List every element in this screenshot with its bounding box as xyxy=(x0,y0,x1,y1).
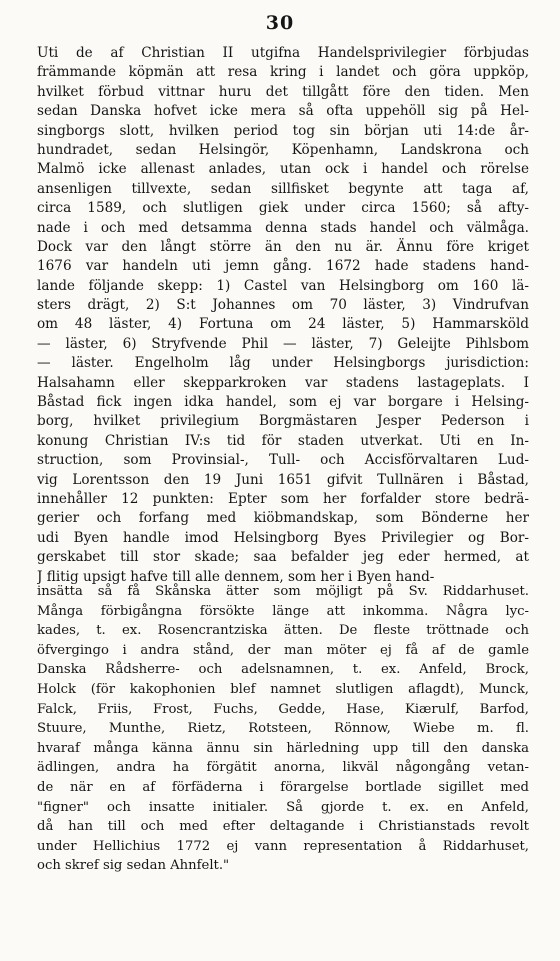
text-line: singborgs slott, hvilken period tog sin början uti 14:de år- xyxy=(37,122,529,139)
footnote-line: kades, t. ex. Rosencrantziska ätten. De fleste tröttnade och xyxy=(37,623,529,639)
text-line: ansenligen tillvexte, sedan sillfisket begynte att taga af, xyxy=(37,180,529,197)
footnote-line: "figner" och insatte initialer. Så gjorde t. ex. en Anfeld, xyxy=(37,799,529,815)
footnote-line: Holck (för kakophonien blef namnet slutligen aflagdt), Munck, xyxy=(37,681,529,697)
text-line: Halsahamn eller skepparkroken var stadens lastageplats. I xyxy=(37,374,529,391)
footnote-line: då han till och med efter deltagande i Christianstads revolt xyxy=(37,819,529,835)
text-line: om 48 läster, 4) Fortuna om 24 läster, 5) Hammarsköld xyxy=(37,316,529,333)
text-line: gerier och forfang med kiöbmandskap, som Bönderne her xyxy=(37,510,529,527)
footnote-line: och skref sig sedan Ahnfelt." xyxy=(37,858,230,874)
text-line: — läster. Engelholm låg under Helsingborgs jurisdiction: xyxy=(37,355,529,372)
text-line: konung Christian IV:s tid för staden utverkat. Uti en In- xyxy=(37,432,529,449)
text-line: hundradet, sedan Helsingör, Köpenhamn, Landskrona och xyxy=(37,141,529,158)
text-line: nade i och med detsamma denna stads handel och välmåga. xyxy=(37,219,529,236)
text-line: innehåller 12 punkten: Epter som her forfalder store bedrä- xyxy=(37,490,529,507)
text-line: struction, som Provinsial-, Tull- och Accisförvaltaren Lud- xyxy=(37,452,529,469)
text-line: främmande köpmän att resa kring i landet och göra uppköp, xyxy=(37,64,529,81)
footnote-text xyxy=(37,582,529,876)
text-line: gerskabet till stor skade; saa befalder jeg eder hermed, at xyxy=(37,549,529,566)
footnote-line: Stuure, Munthe, Rietz, Rotsteen, Rönnow, Wiebe m. fl. xyxy=(37,721,529,737)
footnote-line: Många förbigångna försökte länge att inkomma. Några lyc- xyxy=(37,603,529,619)
text-line: udi Byen handle imod Helsingborg Byes Privilegier og Bor- xyxy=(37,529,529,546)
text-line: — läster, 6) Stryfvende Phil — läster, 7) Geleijte Pihlsbom xyxy=(37,335,529,352)
text-line: lande följande skepp: 1) Castel van Helsingborg om 160 lä- xyxy=(37,277,529,294)
text-line: 1676 var handeln uti jemn gång. 1672 hade stadens hand- xyxy=(37,258,529,275)
text-line: J flitig upsigt hafve till alle dennem, som her i Byen hand- xyxy=(37,568,435,585)
footnote-line: hvaraf många känna ännu sin härledning upp till den danska xyxy=(37,740,529,756)
text-line: sedan Danska hofvet icke mera så ofta uppehöll sig på Hel- xyxy=(37,103,529,120)
text-line: Båstad fick ingen idka handel, som ej var borgare i Helsing- xyxy=(37,394,529,411)
text-line: Malmö icke allenast anlades, utan ock i handel och rörelse xyxy=(37,161,529,178)
main-text xyxy=(37,44,529,587)
footnote-line: ädlingen, andra ha förgätit anorna, likväl någongång vetan- xyxy=(37,760,529,776)
footnote-line: öfvergingo i andra stånd, der man möter ej få af de gamle xyxy=(37,642,529,658)
text-line: Uti de af Christian II utgifna Handelsprivilegier förbjudas xyxy=(37,45,529,61)
footnote-line: Falck, Friis, Frost, Fuchs, Gedde, Hase, Kiærulf, Barfod, xyxy=(37,701,529,717)
text-line: borg, hvilket privilegium Borgmästaren Jesper Pederson i xyxy=(37,413,529,430)
text-line: Dock var den långt större än den nu är. Ännu före kriget xyxy=(37,238,529,255)
text-line: sters drägt, 2) S:t Johannes om 70 läster, 3) Vindrufvan xyxy=(37,297,529,314)
footnote-line: de när en af förfäderna i förargelse bortlade sigillet med xyxy=(37,779,529,795)
text-line: vig Lorentsson den 19 Juni 1651 gifvit Tullnären i Båstad, xyxy=(37,471,529,488)
footnote-line: insätta så få Skånska ätter som möjligt på Sv. Riddarhuset. xyxy=(37,584,529,599)
text-line: hvilket förbud vittnar huru det tillgått före den tiden. Men xyxy=(37,83,529,100)
page-number: 30 xyxy=(265,12,295,34)
text-line: circa 1589, och slutligen giek under circa 1560; så afty- xyxy=(37,200,529,217)
footnote-line: under Hellichius 1772 ej vann representation å Riddarhuset, xyxy=(37,838,529,854)
footnote-line: Danska Rådsherre- och adelsnamnen, t. ex. Anfeld, Brock, xyxy=(37,662,529,678)
